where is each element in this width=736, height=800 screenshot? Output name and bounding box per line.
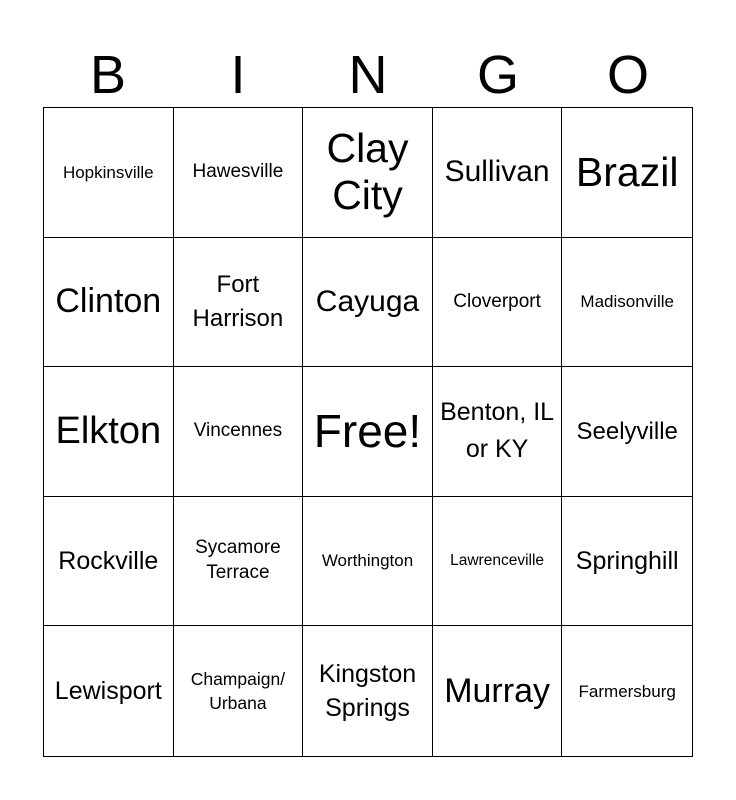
bingo-cell[interactable] bbox=[44, 497, 174, 627]
cell-label: Madisonville bbox=[580, 292, 674, 312]
bingo-cell[interactable] bbox=[303, 626, 433, 756]
cell-label: Vincennes bbox=[193, 420, 283, 442]
bingo-cell[interactable] bbox=[174, 367, 304, 497]
cell-label: Hopkinsville bbox=[62, 162, 154, 182]
bingo-cell[interactable] bbox=[433, 497, 563, 627]
bingo-cell[interactable] bbox=[562, 367, 692, 497]
cell-label: Lawrenceville bbox=[450, 552, 545, 570]
cell-label: Kingston Springs bbox=[318, 659, 417, 723]
cell-label: Sycamore Terrace bbox=[195, 537, 281, 584]
bingo-cell[interactable] bbox=[174, 497, 304, 627]
cell-label: Benton, IL or KY bbox=[440, 397, 555, 464]
free-space-label: Free! bbox=[313, 405, 422, 458]
cell-label: Hawesville bbox=[192, 160, 284, 182]
bingo-cell[interactable] bbox=[303, 108, 433, 238]
bingo-cell[interactable] bbox=[433, 238, 563, 368]
cell-label: Worthington bbox=[321, 551, 414, 571]
cell-label: Sullivan bbox=[444, 155, 550, 189]
bingo-header bbox=[43, 42, 693, 108]
header-letter-o: O bbox=[606, 45, 649, 105]
cell-label: Murray bbox=[444, 671, 550, 710]
cell-label: Clinton bbox=[55, 282, 162, 321]
header-letter-i: I bbox=[230, 45, 246, 105]
cell-label: Elkton bbox=[55, 409, 162, 452]
bingo-cell[interactable] bbox=[174, 238, 304, 368]
bingo-cell[interactable] bbox=[562, 497, 692, 627]
cell-label: Rockville bbox=[58, 546, 159, 575]
bingo-cell[interactable] bbox=[44, 238, 174, 368]
bingo-cell[interactable] bbox=[44, 626, 174, 756]
bingo-board bbox=[43, 107, 693, 757]
bingo-cell[interactable] bbox=[44, 367, 174, 497]
bingo-cell[interactable] bbox=[303, 238, 433, 368]
cell-label: Cayuga bbox=[315, 284, 420, 318]
free-space[interactable] bbox=[303, 367, 433, 497]
bingo-cell[interactable] bbox=[562, 626, 692, 756]
header-letter-g: G bbox=[476, 45, 519, 105]
cell-label: Champaign/ Urbana bbox=[190, 668, 286, 714]
cell-label: Brazil bbox=[575, 148, 679, 195]
bingo-cell[interactable] bbox=[433, 108, 563, 238]
bingo-cell[interactable] bbox=[562, 108, 692, 238]
bingo-cell[interactable] bbox=[433, 367, 563, 497]
cell-label: Clay City bbox=[326, 125, 409, 219]
bingo-cell[interactable] bbox=[174, 626, 304, 756]
header-letter-n: N bbox=[348, 45, 388, 105]
cell-label: Cloverport bbox=[453, 290, 541, 312]
bingo-cell[interactable] bbox=[562, 238, 692, 368]
cell-label: Lewisport bbox=[54, 676, 162, 705]
cell-label: Farmersburg bbox=[578, 681, 676, 701]
bingo-cell[interactable] bbox=[44, 108, 174, 238]
bingo-cell[interactable] bbox=[174, 108, 304, 238]
bingo-cell[interactable] bbox=[303, 497, 433, 627]
cell-label: Springhill bbox=[575, 546, 679, 575]
header-letter-b: B bbox=[89, 45, 127, 105]
cell-label: Seelyville bbox=[576, 417, 678, 445]
cell-label: Fort Harrison bbox=[192, 271, 284, 332]
bingo-cell[interactable] bbox=[433, 626, 563, 756]
